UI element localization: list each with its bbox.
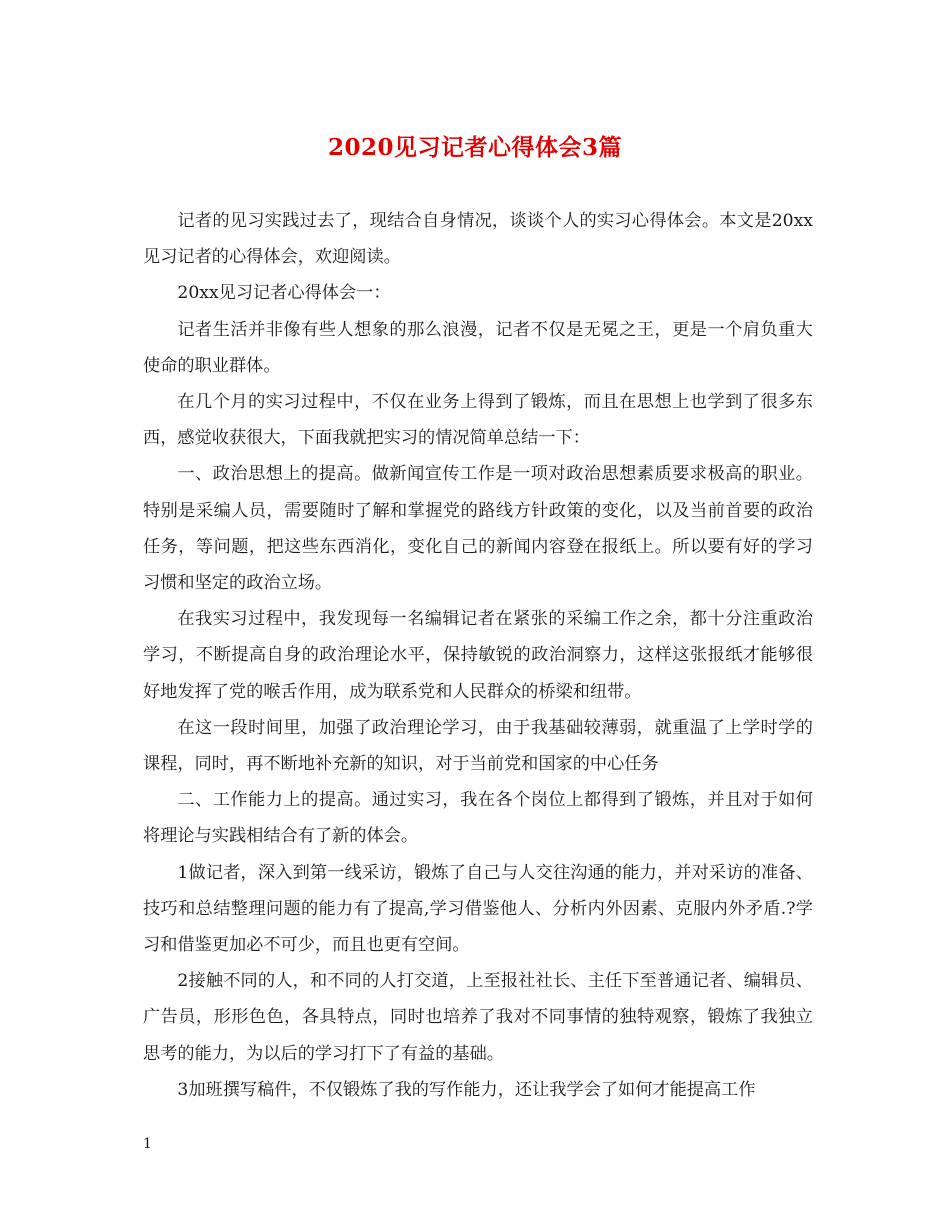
paragraph: 二、工作能力上的提高。通过实习，我在各个岗位上都得到了锻炼，并且对于如何将理论与实践相结合有了新的体会。 (143, 790, 813, 847)
page-number: 1 (143, 1136, 152, 1152)
paragraph: 2接触不同的人，和不同的人打交道，上至报社社长、主任下至普通记者、编辑员、广告员，形形色色，各具特点，同时也培养了我对不同事情的独特观察，锻炼了我独立思考的能力，为以后的学习打下了有益的基础。 (143, 971, 813, 1064)
paragraph: 记者的见习实践过去了，现结合自身情况，谈谈个人的实习心得体会。本文是20xx见习记者的心得体会，欢迎阅读。 (143, 211, 813, 268)
document-title: 2020见习记者心得体会3篇 (327, 134, 623, 161)
paragraph: 在几个月的实习过程中，不仅在业务上得到了锻炼，而且在思想上也学到了很多东西，感觉收获很大，下面我就把实习的情况简单总结一下： (143, 392, 813, 449)
paragraph: 在这一段时间里，加强了政治理论学习，由于我基础较薄弱，就重温了上学时学的课程，同时，再不断地补充新的知识，对于当前党和国家的中心任务 (143, 717, 813, 775)
paragraph: 3加班撰写稿件，不仅锻炼了我的写作能力，还让我学会了如何才能提高工作 (177, 1079, 756, 1100)
paragraph: 记者生活并非像有些人想象的那么浪漫，记者不仅是无冕之王，更是一个肩负重大使命的职业群体。 (143, 319, 813, 376)
paragraph: 一、政治思想上的提高。做新闻宣传工作是一项对政治思想素质要求极高的职业。特别是采编人员，需要随时了解和掌握党的路线方针政策的变化，以及当前首要的政治任务，等问题，把这些东西消化，变化自己的新闻内容登在报纸上。所以要有好的学习习惯和坚定的政治立场。 (143, 464, 813, 594)
document-body (143, 203, 813, 1108)
paragraph: 20xx见习记者心得体会一： (177, 283, 391, 304)
paragraph: 在我实习过程中，我发现每一名编辑记者在紧张的采编工作之余，都十分注重政治学习，不断提高自身的政治理论水平，保持敏锐的政治洞察力，这样这张报纸才能够很好地发挥了党的喉舌作用，成为联系党和人民群众的桥梁和纽带。 (143, 609, 813, 702)
paragraph: 1做记者，深入到第一线采访，锻炼了自己与人交往沟通的能力，并对采访的准备、技巧和总结整理问题的能力有了提高,学习借鉴他人、分析内外因素、克服内外矛盾.?学习和借鉴更加必不可少，而且也更有空间。 (143, 862, 813, 956)
